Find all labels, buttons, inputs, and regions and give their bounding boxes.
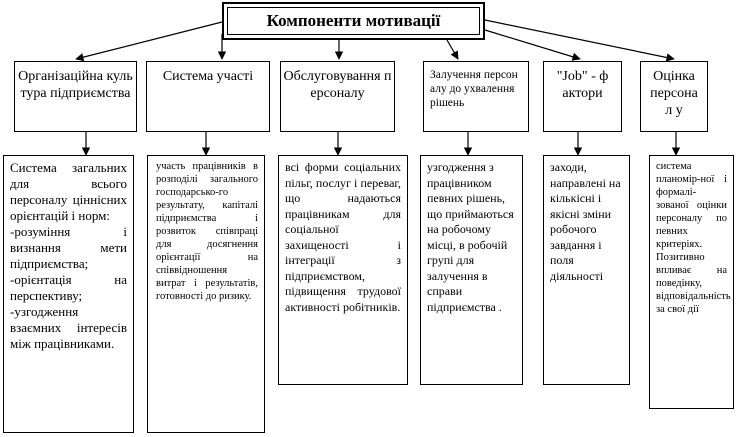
detail-personnel-evaluation: система планомір-ної і формалі-зованої оцінки персоналу по певних критеріях. Позитивно впливає на поведінку, відповідальність за свої дії <box>649 155 734 409</box>
category-label: Система участі <box>162 69 254 84</box>
detail-personnel-service: всі форми соціальних пільг, послуг і переваг, що надаються працівникам для соціальної захищеності і інтеграції з підприємством, підвищення трудової активності робітників. <box>278 155 408 385</box>
arrow-title-to-cat-1 <box>76 22 222 59</box>
detail-participation-system: участь працівників в розподілі загального господарсько-го результату, капіталі підприємства і розвиток співпраці для досягнення орієнтації на співвідношення витрат і результатів, готовності до ризику. <box>147 155 265 433</box>
category-label: Обслуговування персоналу <box>283 69 392 101</box>
category-personnel-service <box>280 61 395 132</box>
category-personnel-evaluation <box>640 61 708 132</box>
category-job-factors <box>543 61 622 132</box>
category-org-culture <box>14 61 137 132</box>
detail-job-factors: заходи, направлені на кількісні і якісні зміни робочого завдання і поля діяльності <box>543 155 630 385</box>
arrow-title-to-cat-5 <box>485 30 580 59</box>
arrow-title-to-cat-6 <box>485 20 674 59</box>
arrow-title-to-cat-4 <box>447 40 458 59</box>
category-participation-system <box>146 61 270 132</box>
detail-org-culture: Система загальних для всього персоналу ціннісних орієнтацій і норм: -розуміння і визнання мети підприємства; -орієнтація на перспективу; -узгодження взаємних інтересів між працівниками. <box>3 155 134 433</box>
category-label: Залучення персоналу до ухвалення рішень <box>430 69 518 109</box>
diagram-title: Компоненти мотивації <box>266 11 441 30</box>
category-label: "Job" - фактори <box>556 69 609 101</box>
detail-personnel-involvement: узгодження з працівником певних рішень, що приймаються на робочому місці, в робочій групі для залучення в справи підприємства . <box>420 155 523 385</box>
category-label: Організаційна культура підприємства <box>18 69 133 101</box>
category-label: Оцінка персонал у <box>650 69 698 118</box>
category-personnel-involvement <box>423 61 529 132</box>
diagram-title-box <box>222 2 485 40</box>
